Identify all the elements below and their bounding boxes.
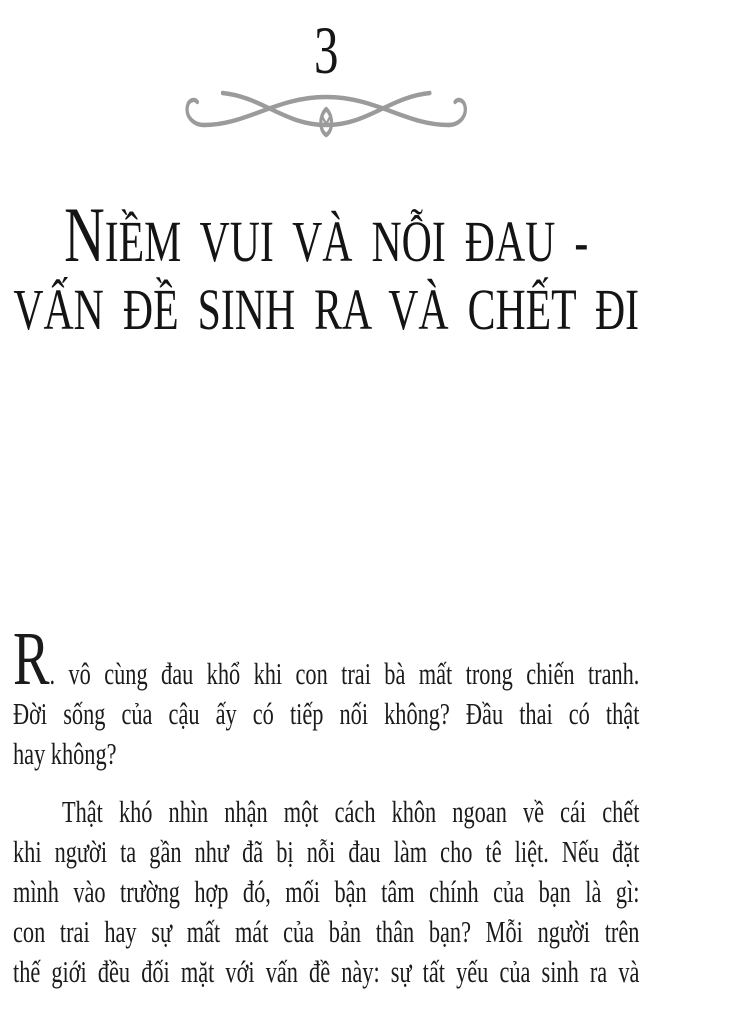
raised-cap-initial: R	[13, 616, 50, 701]
body-text	[13, 616, 640, 992]
chapter-number: 3	[313, 12, 339, 88]
text-line-content: . vô cùng đau khổ khi con trai bà mất trong chiến tranh.	[49, 655, 640, 691]
title-line-2: VẤN ĐỀ SINH RA VÀ CHẾT ĐI	[13, 276, 640, 342]
title-line-1-text: IỀM VUI VÀ NỖI ĐAU -	[104, 208, 589, 274]
title-line-1	[13, 190, 639, 278]
paragraph-2	[13, 792, 639, 992]
text-line: con trai hay sự mất mát của bản thân bạn? Mỗi người trên	[13, 913, 640, 949]
paragraph-1	[13, 616, 640, 774]
text-line: hay không?	[13, 735, 117, 771]
text-line: khi người ta gần như đã bị nỗi đau làm cho tê liệt. Nếu đặt	[13, 833, 640, 869]
text-line: Thật khó nhìn nhận một cách khôn ngoan về cái chết	[61, 793, 640, 829]
chapter-title	[13, 190, 640, 344]
chapter-ornament	[13, 84, 639, 138]
flourish-icon	[182, 84, 470, 138]
text-line	[13, 616, 640, 701]
page-content	[13, 0, 639, 992]
text-line: Đời sống của cậu ấy có tiếp nối không? Đầu thai có thật	[13, 695, 640, 731]
text-line: mình vào trường hợp đó, mối bận tâm chính của bạn là gì:	[13, 873, 640, 909]
title-initial-letter: N	[64, 190, 105, 278]
text-line: thế giới đều đối mặt với vấn đề này: sự tất yếu của sinh ra và	[13, 953, 640, 989]
